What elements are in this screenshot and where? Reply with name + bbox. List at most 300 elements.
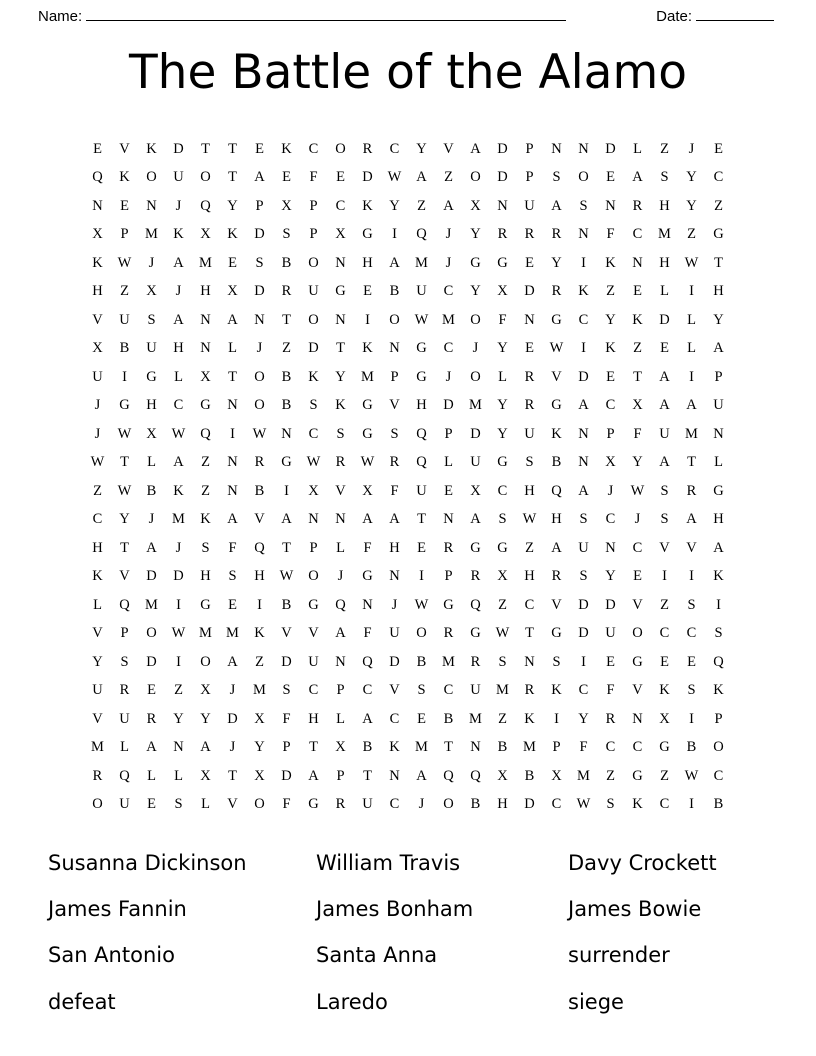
grid-cell[interactable]: T	[201, 140, 210, 157]
grid-cell[interactable]: O	[416, 625, 427, 642]
grid-cell[interactable]: U	[92, 368, 103, 385]
grid-cell[interactable]: A	[227, 311, 238, 328]
grid-cell[interactable]: U	[308, 283, 319, 300]
grid-cell[interactable]: E	[228, 254, 237, 271]
grid-cell[interactable]: D	[281, 767, 292, 784]
grid-cell[interactable]: N	[335, 254, 346, 271]
grid-cell[interactable]: E	[606, 169, 615, 186]
grid-cell[interactable]: P	[120, 625, 129, 642]
grid-cell[interactable]: K	[335, 397, 346, 414]
grid-cell[interactable]: Z	[255, 653, 264, 670]
grid-cell[interactable]: P	[309, 539, 318, 556]
grid-cell[interactable]: W	[387, 169, 402, 186]
grid-cell[interactable]: H	[524, 482, 535, 499]
grid-cell[interactable]: C	[308, 425, 319, 442]
grid-cell[interactable]: A	[470, 511, 481, 528]
grid-cell[interactable]: A	[362, 511, 373, 528]
grid-cell[interactable]: J	[445, 368, 452, 385]
grid-cell[interactable]: N	[335, 653, 346, 670]
grid-cell[interactable]: J	[634, 511, 641, 528]
grid-cell[interactable]: H	[659, 254, 670, 271]
grid-cell[interactable]: K	[281, 140, 292, 157]
grid-cell[interactable]: U	[173, 169, 184, 186]
grid-cell[interactable]: N	[254, 311, 265, 328]
grid-cell[interactable]: W	[171, 425, 186, 442]
grid-cell[interactable]: O	[92, 796, 103, 813]
grid-cell[interactable]: R	[551, 226, 562, 243]
grid-cell[interactable]: P	[390, 368, 399, 385]
grid-cell[interactable]: I	[554, 710, 559, 727]
grid-cell[interactable]: S	[336, 425, 345, 442]
grid-cell[interactable]: A	[227, 511, 238, 528]
grid-cell[interactable]: D	[146, 653, 157, 670]
grid-cell[interactable]: C	[605, 739, 616, 756]
grid-cell[interactable]: Z	[201, 482, 210, 499]
grid-cell[interactable]: J	[391, 596, 398, 613]
grid-cell[interactable]: S	[714, 625, 723, 642]
grid-cell[interactable]: X	[200, 767, 211, 784]
grid-cell[interactable]: X	[281, 197, 292, 214]
grid-cell[interactable]: V	[335, 482, 346, 499]
word-list-item[interactable]: San Antonio	[48, 943, 175, 968]
grid-cell[interactable]: V	[254, 511, 265, 528]
grid-cell[interactable]: I	[392, 226, 397, 243]
grid-cell[interactable]: A	[551, 197, 562, 214]
grid-cell[interactable]: I	[689, 710, 694, 727]
grid-cell[interactable]: E	[525, 254, 534, 271]
grid-cell[interactable]: R	[632, 197, 643, 214]
grid-cell[interactable]: S	[201, 539, 210, 556]
grid-cell[interactable]: N	[146, 197, 157, 214]
grid-cell[interactable]: T	[633, 368, 642, 385]
grid-cell[interactable]: D	[173, 568, 184, 585]
grid-cell[interactable]: S	[309, 397, 318, 414]
grid-cell[interactable]: N	[389, 767, 400, 784]
grid-cell[interactable]: B	[281, 368, 292, 385]
grid-cell[interactable]: O	[632, 625, 643, 642]
grid-cell[interactable]: T	[120, 454, 129, 471]
grid-cell[interactable]: H	[362, 254, 373, 271]
grid-cell[interactable]: Y	[497, 397, 508, 414]
word-list-item[interactable]: James Fannin	[48, 897, 187, 922]
grid-cell[interactable]: E	[255, 140, 264, 157]
grid-cell[interactable]: K	[92, 254, 103, 271]
grid-cell[interactable]: H	[200, 283, 211, 300]
grid-cell[interactable]: K	[524, 710, 535, 727]
grid-cell[interactable]: G	[551, 397, 562, 414]
grid-cell[interactable]: S	[660, 511, 669, 528]
grid-cell[interactable]: X	[632, 397, 643, 414]
grid-cell[interactable]: M	[172, 511, 185, 528]
grid-cell[interactable]: I	[284, 482, 289, 499]
grid-cell[interactable]: U	[119, 796, 130, 813]
grid-cell[interactable]: K	[200, 511, 211, 528]
grid-cell[interactable]: I	[689, 283, 694, 300]
word-list-item[interactable]: James Bonham	[316, 897, 474, 922]
grid-cell[interactable]: O	[254, 368, 265, 385]
grid-cell[interactable]: O	[308, 311, 319, 328]
grid-cell[interactable]: Q	[92, 169, 103, 186]
grid-cell[interactable]: N	[227, 482, 238, 499]
grid-cell[interactable]: B	[146, 482, 157, 499]
grid-cell[interactable]: V	[632, 682, 643, 699]
grid-cell[interactable]: T	[228, 368, 237, 385]
grid-cell[interactable]: B	[119, 340, 130, 357]
grid-cell[interactable]: Z	[93, 482, 102, 499]
grid-cell[interactable]: Z	[417, 197, 426, 214]
grid-cell[interactable]: C	[389, 710, 400, 727]
grid-cell[interactable]: A	[227, 653, 238, 670]
grid-cell[interactable]: S	[390, 425, 399, 442]
grid-cell[interactable]: Q	[335, 596, 346, 613]
grid-cell[interactable]: R	[605, 710, 616, 727]
grid-cell[interactable]: N	[578, 454, 589, 471]
grid-cell[interactable]: M	[577, 767, 590, 784]
grid-cell[interactable]: E	[336, 169, 345, 186]
grid-cell[interactable]: P	[309, 197, 318, 214]
grid-cell[interactable]: O	[308, 254, 319, 271]
grid-cell[interactable]: B	[254, 482, 265, 499]
grid-cell[interactable]: Y	[92, 653, 103, 670]
grid-cell[interactable]: I	[581, 340, 586, 357]
grid-cell[interactable]: K	[578, 283, 589, 300]
grid-cell[interactable]: G	[308, 596, 319, 613]
grid-cell[interactable]: Z	[687, 226, 696, 243]
grid-cell[interactable]: W	[306, 454, 321, 471]
grid-cell[interactable]: U	[119, 710, 130, 727]
grid-cell[interactable]: S	[282, 682, 291, 699]
grid-cell[interactable]: D	[254, 283, 265, 300]
grid-cell[interactable]: L	[174, 368, 183, 385]
grid-cell[interactable]: H	[497, 796, 508, 813]
grid-cell[interactable]: Q	[443, 767, 454, 784]
grid-cell[interactable]: D	[578, 625, 589, 642]
grid-cell[interactable]: H	[254, 568, 265, 585]
grid-cell[interactable]: I	[662, 568, 667, 585]
grid-cell[interactable]: D	[470, 425, 481, 442]
grid-cell[interactable]: L	[93, 596, 102, 613]
grid-cell[interactable]: M	[442, 311, 455, 328]
grid-cell[interactable]: Q	[416, 226, 427, 243]
grid-cell[interactable]: R	[389, 454, 400, 471]
grid-cell[interactable]: V	[389, 682, 400, 699]
grid-cell[interactable]: D	[389, 653, 400, 670]
grid-cell[interactable]: T	[309, 739, 318, 756]
grid-cell[interactable]: W	[576, 796, 591, 813]
grid-cell[interactable]: A	[389, 254, 400, 271]
grid-cell[interactable]: F	[282, 796, 291, 813]
grid-cell[interactable]: G	[551, 311, 562, 328]
grid-cell[interactable]: R	[335, 796, 346, 813]
grid-cell[interactable]: N	[92, 197, 103, 214]
grid-cell[interactable]: T	[282, 539, 291, 556]
grid-cell[interactable]: S	[552, 653, 561, 670]
grid-cell[interactable]: W	[495, 625, 510, 642]
grid-cell[interactable]: J	[148, 254, 155, 271]
grid-cell[interactable]: T	[228, 767, 237, 784]
word-list-item[interactable]: defeat	[48, 989, 116, 1014]
grid-cell[interactable]: U	[146, 340, 157, 357]
grid-cell[interactable]: Q	[470, 767, 481, 784]
grid-cell[interactable]: V	[308, 625, 319, 642]
grid-cell[interactable]: J	[229, 739, 236, 756]
grid-cell[interactable]: K	[308, 368, 319, 385]
grid-cell[interactable]: M	[496, 682, 509, 699]
grid-cell[interactable]: E	[687, 653, 696, 670]
grid-cell[interactable]: J	[337, 568, 344, 585]
grid-cell[interactable]: V	[551, 368, 562, 385]
grid-cell[interactable]: B	[362, 739, 373, 756]
grid-cell[interactable]: N	[551, 140, 562, 157]
grid-cell[interactable]: J	[175, 539, 182, 556]
grid-cell[interactable]: A	[470, 140, 481, 157]
grid-cell[interactable]: Y	[605, 568, 616, 585]
grid-cell[interactable]: G	[470, 625, 481, 642]
grid-cell[interactable]: S	[174, 796, 183, 813]
grid-cell[interactable]: W	[549, 340, 564, 357]
word-list-item[interactable]: siege	[568, 989, 624, 1014]
grid-cell[interactable]: X	[470, 482, 481, 499]
grid-cell[interactable]: A	[659, 454, 670, 471]
grid-cell[interactable]: B	[443, 710, 454, 727]
grid-cell[interactable]: S	[687, 596, 696, 613]
grid-cell[interactable]: C	[686, 625, 697, 642]
grid-cell[interactable]: V	[119, 140, 130, 157]
grid-cell[interactable]: P	[714, 368, 723, 385]
grid-cell[interactable]: E	[444, 482, 453, 499]
grid-cell[interactable]: D	[362, 169, 373, 186]
grid-cell[interactable]: L	[687, 311, 696, 328]
grid-cell[interactable]: M	[415, 739, 428, 756]
grid-cell[interactable]: N	[308, 511, 319, 528]
grid-cell[interactable]: H	[308, 710, 319, 727]
grid-cell[interactable]: M	[253, 682, 266, 699]
grid-cell[interactable]: R	[524, 397, 535, 414]
grid-cell[interactable]: Q	[254, 539, 265, 556]
grid-cell[interactable]: Z	[525, 539, 534, 556]
grid-cell[interactable]: R	[335, 454, 346, 471]
grid-cell[interactable]: W	[630, 482, 645, 499]
grid-cell[interactable]: Z	[201, 454, 210, 471]
grid-cell[interactable]: Y	[470, 226, 481, 243]
grid-cell[interactable]: C	[443, 283, 454, 300]
grid-cell[interactable]: P	[336, 682, 345, 699]
grid-cell[interactable]: Y	[497, 340, 508, 357]
grid-cell[interactable]: K	[146, 140, 157, 157]
grid-cell[interactable]: R	[470, 568, 481, 585]
grid-cell[interactable]: K	[632, 796, 643, 813]
grid-cell[interactable]: Y	[200, 710, 211, 727]
grid-cell[interactable]: V	[659, 539, 670, 556]
grid-cell[interactable]: P	[309, 226, 318, 243]
name-write-line[interactable]	[86, 20, 566, 21]
grid-cell[interactable]: K	[119, 169, 130, 186]
grid-cell[interactable]: W	[360, 454, 375, 471]
grid-cell[interactable]: C	[173, 397, 184, 414]
grid-cell[interactable]: A	[335, 625, 346, 642]
grid-cell[interactable]: O	[389, 311, 400, 328]
grid-cell[interactable]: G	[146, 368, 157, 385]
grid-cell[interactable]: Y	[173, 710, 184, 727]
grid-cell[interactable]: N	[362, 596, 373, 613]
grid-cell[interactable]: C	[659, 796, 670, 813]
grid-cell[interactable]: I	[689, 368, 694, 385]
grid-cell[interactable]: G	[470, 254, 481, 271]
grid-cell[interactable]: X	[659, 710, 670, 727]
grid-cell[interactable]: L	[336, 539, 345, 556]
grid-cell[interactable]: G	[713, 226, 724, 243]
grid-cell[interactable]: R	[119, 682, 130, 699]
grid-cell[interactable]: L	[147, 767, 156, 784]
grid-cell[interactable]: I	[122, 368, 127, 385]
grid-cell[interactable]: G	[632, 767, 643, 784]
grid-cell[interactable]: K	[659, 682, 670, 699]
grid-cell[interactable]: G	[470, 539, 481, 556]
grid-cell[interactable]: B	[713, 796, 724, 813]
grid-cell[interactable]: K	[713, 568, 724, 585]
grid-cell[interactable]: B	[389, 283, 400, 300]
grid-cell[interactable]: J	[607, 482, 614, 499]
grid-cell[interactable]: Z	[714, 197, 723, 214]
grid-cell[interactable]: B	[497, 739, 508, 756]
grid-cell[interactable]: Q	[119, 767, 130, 784]
grid-cell[interactable]: G	[362, 425, 373, 442]
grid-cell[interactable]: Q	[551, 482, 562, 499]
grid-cell[interactable]: Q	[713, 653, 724, 670]
grid-cell[interactable]: C	[524, 596, 535, 613]
grid-cell[interactable]: T	[417, 511, 426, 528]
grid-cell[interactable]: C	[389, 140, 400, 157]
grid-cell[interactable]: P	[444, 425, 453, 442]
grid-cell[interactable]: Y	[119, 511, 130, 528]
grid-cell[interactable]: X	[92, 226, 103, 243]
grid-cell[interactable]: V	[227, 796, 238, 813]
grid-cell[interactable]: W	[171, 625, 186, 642]
grid-cell[interactable]: H	[551, 511, 562, 528]
grid-cell[interactable]: E	[147, 682, 156, 699]
grid-cell[interactable]: F	[606, 226, 615, 243]
grid-cell[interactable]: T	[228, 169, 237, 186]
grid-cell[interactable]: H	[200, 568, 211, 585]
grid-cell[interactable]: F	[579, 739, 588, 756]
grid-cell[interactable]: F	[363, 539, 372, 556]
grid-cell[interactable]: L	[444, 454, 453, 471]
grid-cell[interactable]: R	[524, 368, 535, 385]
grid-cell[interactable]: U	[659, 425, 670, 442]
grid-cell[interactable]: V	[92, 625, 103, 642]
grid-cell[interactable]: R	[443, 625, 454, 642]
grid-cell[interactable]: N	[524, 311, 535, 328]
grid-cell[interactable]: K	[173, 226, 184, 243]
grid-cell[interactable]: P	[336, 767, 345, 784]
grid-cell[interactable]: X	[362, 482, 373, 499]
grid-cell[interactable]: Z	[498, 710, 507, 727]
grid-cell[interactable]: R	[524, 226, 535, 243]
grid-cell[interactable]: C	[713, 169, 724, 186]
grid-cell[interactable]: W	[522, 511, 537, 528]
grid-cell[interactable]: P	[282, 739, 291, 756]
grid-cell[interactable]: G	[443, 596, 454, 613]
grid-cell[interactable]: D	[605, 140, 616, 157]
grid-cell[interactable]: H	[173, 340, 184, 357]
grid-cell[interactable]: X	[200, 682, 211, 699]
grid-cell[interactable]: X	[497, 767, 508, 784]
grid-cell[interactable]: C	[443, 340, 454, 357]
grid-cell[interactable]: T	[120, 539, 129, 556]
grid-cell[interactable]: O	[713, 739, 724, 756]
grid-cell[interactable]: C	[632, 226, 643, 243]
grid-cell[interactable]: J	[175, 197, 182, 214]
grid-cell[interactable]: P	[714, 710, 723, 727]
grid-cell[interactable]: S	[660, 482, 669, 499]
grid-cell[interactable]: M	[442, 653, 455, 670]
grid-cell[interactable]: K	[389, 739, 400, 756]
grid-cell[interactable]: B	[281, 397, 292, 414]
grid-cell[interactable]: M	[226, 625, 239, 642]
grid-cell[interactable]: A	[173, 254, 184, 271]
grid-cell[interactable]: A	[173, 311, 184, 328]
grid-cell[interactable]: C	[659, 625, 670, 642]
grid-cell[interactable]: S	[255, 254, 264, 271]
grid-cell[interactable]: W	[414, 311, 429, 328]
grid-cell[interactable]: A	[686, 397, 697, 414]
grid-cell[interactable]: K	[632, 311, 643, 328]
grid-cell[interactable]: K	[227, 226, 238, 243]
grid-cell[interactable]: C	[551, 796, 562, 813]
grid-cell[interactable]: J	[688, 140, 695, 157]
grid-cell[interactable]: N	[443, 511, 454, 528]
grid-cell[interactable]: L	[201, 796, 210, 813]
grid-cell[interactable]: X	[497, 283, 508, 300]
grid-cell[interactable]: Z	[120, 283, 129, 300]
grid-cell[interactable]: G	[497, 539, 508, 556]
grid-cell[interactable]: K	[551, 682, 562, 699]
grid-cell[interactable]: G	[281, 454, 292, 471]
grid-cell[interactable]: D	[605, 596, 616, 613]
grid-cell[interactable]: E	[417, 710, 426, 727]
grid-cell[interactable]: O	[470, 169, 481, 186]
grid-cell[interactable]: T	[525, 625, 534, 642]
grid-cell[interactable]: Z	[498, 596, 507, 613]
grid-cell[interactable]: J	[418, 796, 425, 813]
grid-cell[interactable]: O	[578, 169, 589, 186]
grid-cell[interactable]: A	[173, 454, 184, 471]
grid-cell[interactable]: Y	[470, 283, 481, 300]
grid-cell[interactable]: B	[686, 739, 697, 756]
grid-cell[interactable]: Y	[227, 197, 238, 214]
grid-cell[interactable]: N	[470, 739, 481, 756]
grid-cell[interactable]: N	[713, 425, 724, 442]
grid-cell[interactable]: U	[362, 796, 373, 813]
grid-cell[interactable]: F	[309, 169, 318, 186]
grid-cell[interactable]: P	[255, 197, 264, 214]
grid-cell[interactable]: G	[659, 739, 670, 756]
grid-cell[interactable]: U	[119, 311, 130, 328]
grid-cell[interactable]: Q	[200, 425, 211, 442]
grid-cell[interactable]: L	[687, 340, 696, 357]
grid-cell[interactable]: V	[389, 397, 400, 414]
grid-cell[interactable]: D	[497, 140, 508, 157]
grid-cell[interactable]: N	[227, 397, 238, 414]
grid-cell[interactable]: R	[443, 539, 454, 556]
grid-cell[interactable]: C	[578, 311, 589, 328]
grid-cell[interactable]: B	[524, 767, 535, 784]
grid-cell[interactable]: Z	[282, 340, 291, 357]
grid-cell[interactable]: G	[362, 226, 373, 243]
grid-cell[interactable]: X	[146, 425, 157, 442]
grid-cell[interactable]: C	[605, 397, 616, 414]
grid-cell[interactable]: P	[120, 226, 129, 243]
